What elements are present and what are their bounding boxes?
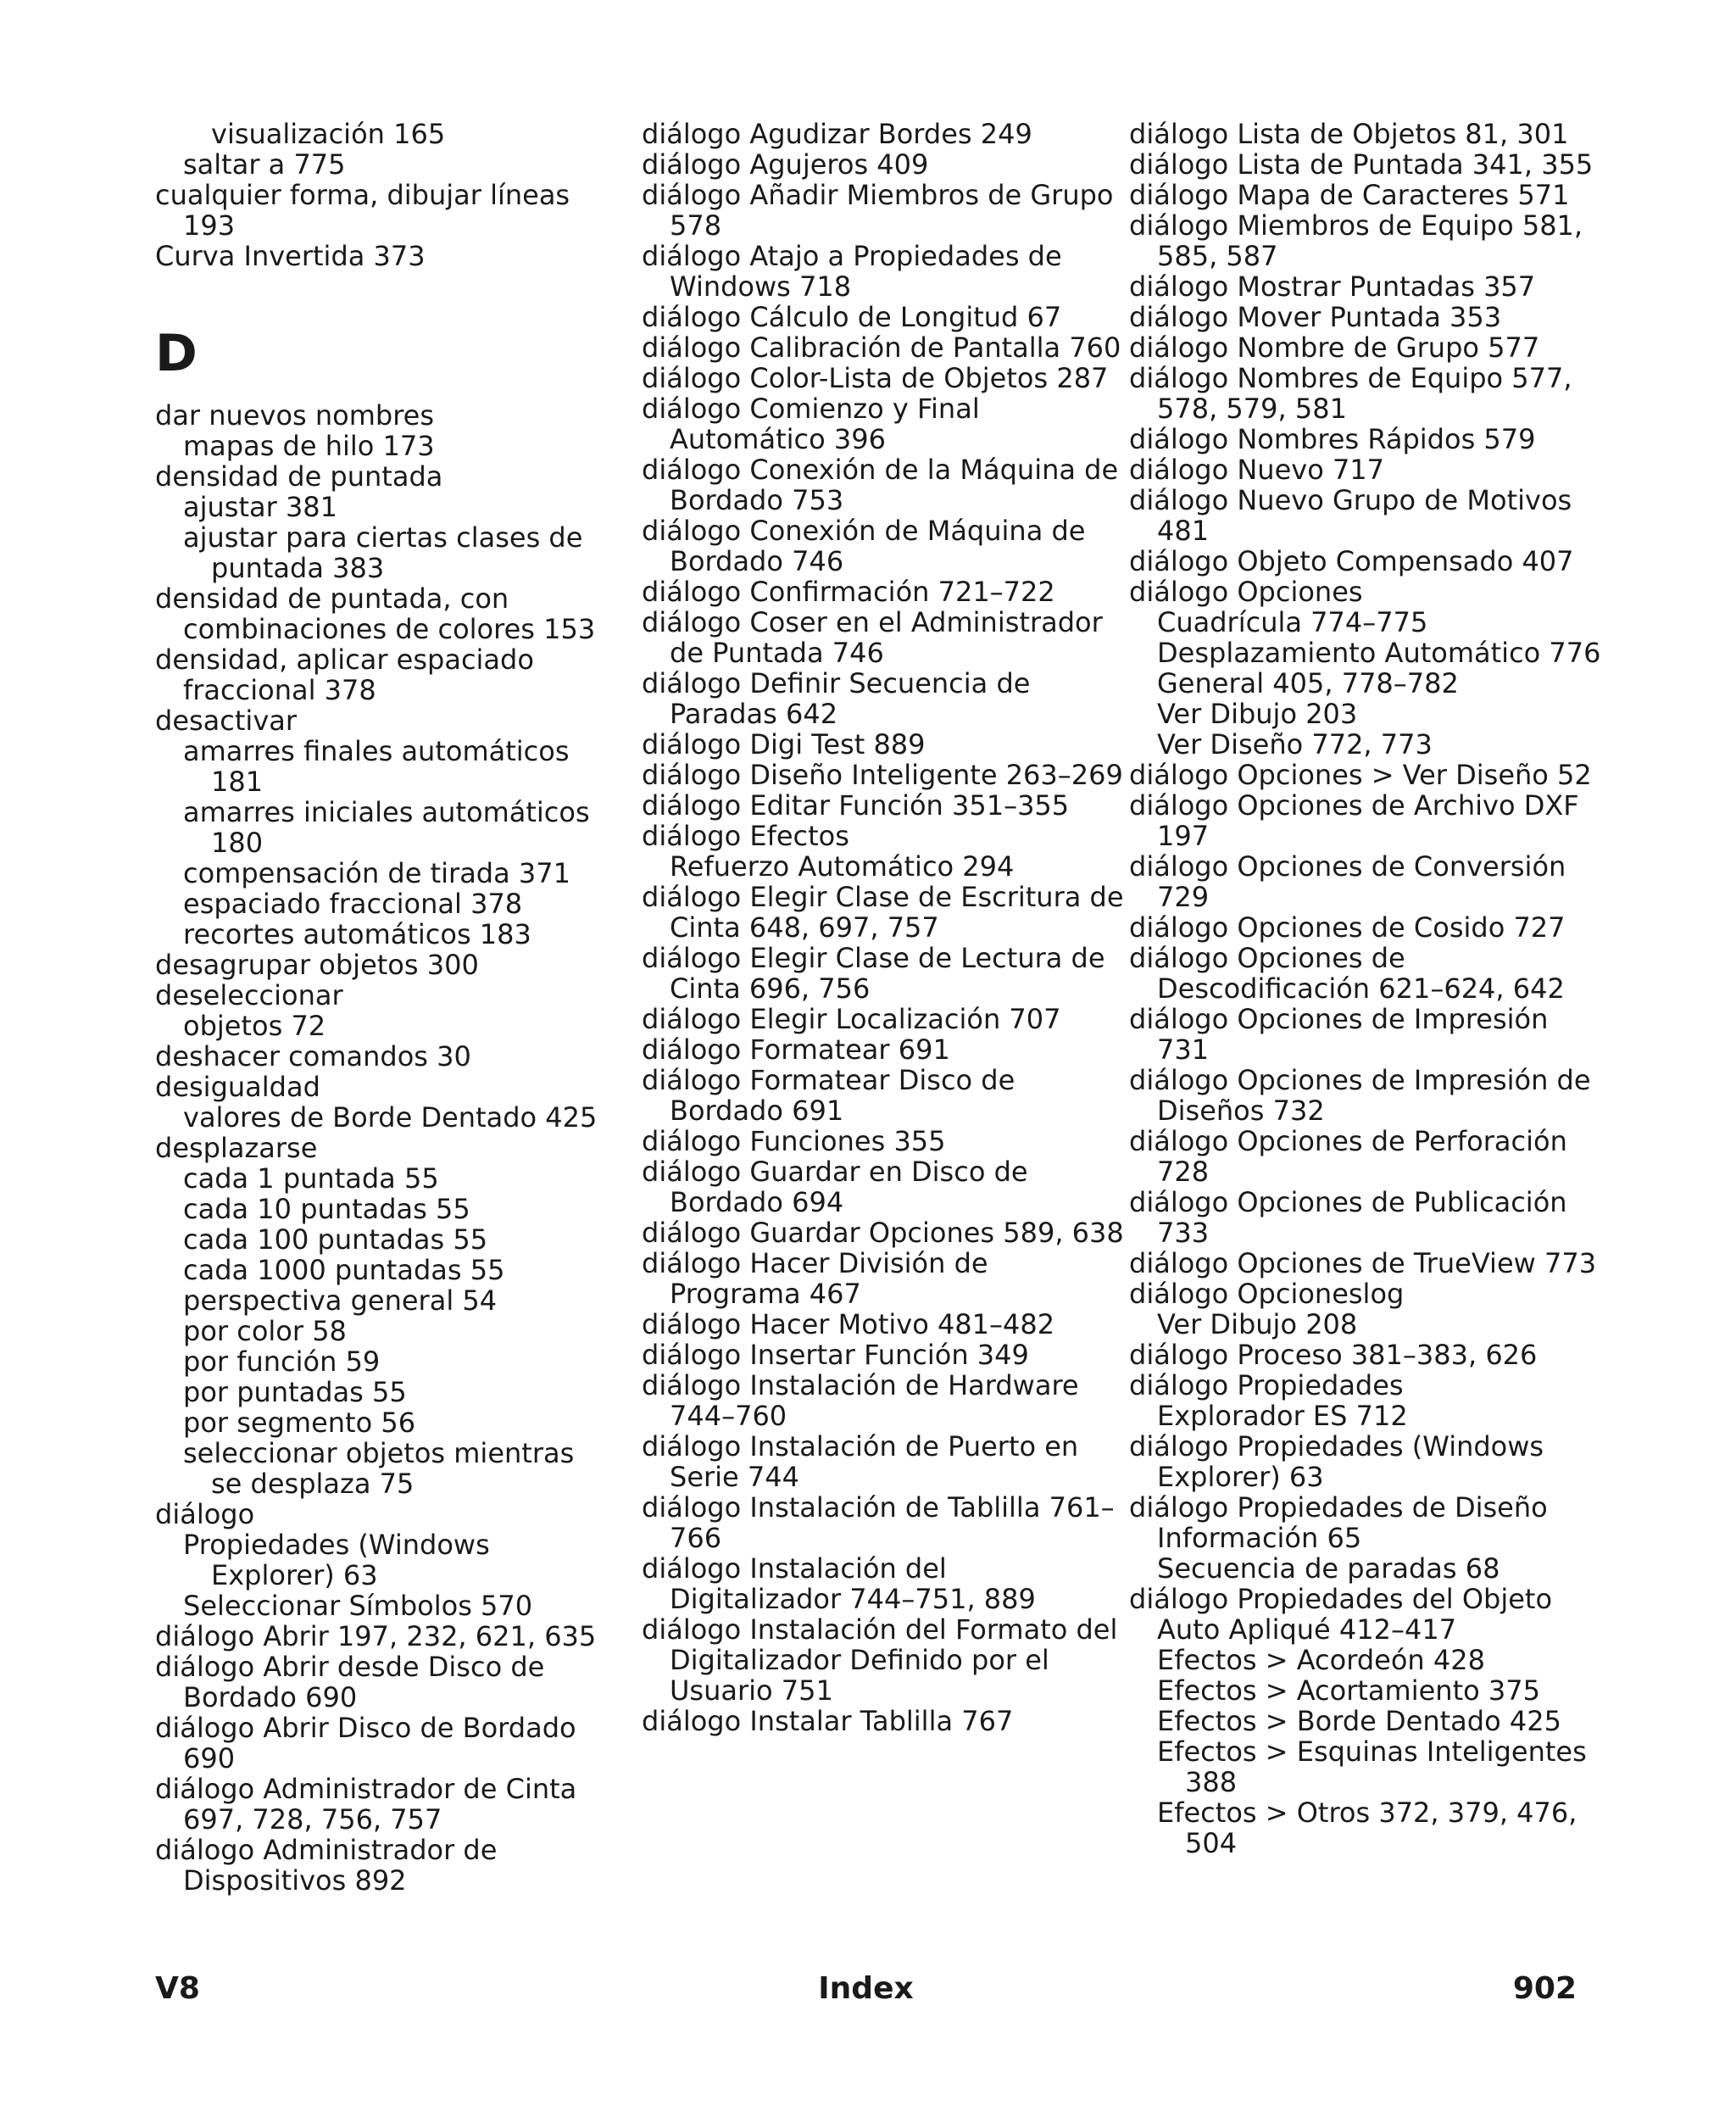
index-entry: diálogo Mapa de Caracteres 571: [1129, 179, 1570, 211]
index-subentry: seleccionar objetos mientras se desplaza 75: [183, 1437, 575, 1500]
index-entry: diálogo Confirmación 721–722: [642, 576, 1055, 608]
index-subentry: ajustar para ciertas clases de puntada 383: [183, 521, 583, 584]
index-entry: diálogo Efectos: [642, 820, 849, 852]
index-entry: diálogo Insertar Función 349: [642, 1339, 1029, 1371]
index-entry: diálogo Editar Función 351–355: [642, 789, 1070, 822]
index-entry: diálogo Instalación de Hardware 744–760: [642, 1369, 1079, 1432]
index-entry: diálogo Formatear 691: [642, 1033, 950, 1066]
index-subentry: General 405, 778–782: [1157, 667, 1459, 699]
index-entry: diálogo Abrir desde Disco de Bordado 690: [155, 1651, 545, 1713]
footer-section-title: Index: [818, 1971, 914, 2006]
index-entry: diálogo Proceso 381–383, 626: [1129, 1339, 1538, 1371]
index-subentry: Ver Dibujo 208: [1157, 1308, 1358, 1340]
index-subentry: Efectos > Otros 372, 379, 476, 504: [1157, 1797, 1577, 1859]
index-entry: desigualdad: [155, 1071, 320, 1103]
index-column-1: [155, 119, 613, 1896]
index-entry: deshacer comandos 30: [155, 1040, 471, 1072]
index-subentry: amarres finales automáticos 181: [183, 735, 570, 798]
index-subentry: por función 59: [183, 1345, 381, 1378]
index-entry: diálogo Conexión de Máquina de Bordado 746: [642, 515, 1086, 577]
index-entry: diálogo Instalación del Digitalizador 744–751, 889: [642, 1552, 1036, 1615]
index-entry: diálogo Opciones de Impresión 731: [1129, 1003, 1549, 1066]
index-subentry: por puntadas 55: [183, 1376, 407, 1408]
index-entry: densidad, aplicar espaciado fraccional 378: [155, 643, 534, 706]
index-entry: deseleccionar: [155, 979, 343, 1011]
index-entry: diálogo Elegir Localización 707: [642, 1003, 1061, 1035]
index-entry: diálogo Propiedades del Objeto: [1129, 1583, 1553, 1615]
page-number: 902: [1512, 1971, 1577, 2006]
index-entry: diálogo Mover Puntada 353: [1129, 301, 1502, 333]
index-subentry: cada 1000 puntadas 55: [183, 1254, 505, 1286]
index-letter-heading: D: [155, 324, 198, 383]
index-subentry: Auto Apliqué 412–417: [1157, 1613, 1457, 1646]
index-entry: diálogo Nuevo 717: [1129, 454, 1385, 486]
index-entry: diálogo Administrador de Cinta 697, 728, 756, 757: [155, 1773, 577, 1836]
index-entry: diálogo Instalación de Puerto en Serie 744: [642, 1430, 1079, 1493]
index-entry: desplazarse: [155, 1132, 318, 1164]
index-subentry: Efectos > Borde Dentado 425: [1157, 1705, 1561, 1737]
index-entry: diálogo Opciones de Publicación 733: [1129, 1186, 1567, 1249]
index-subentry: espaciado fraccional 378: [183, 888, 523, 920]
index-entry: diálogo Lista de Puntada 341, 355: [1129, 148, 1594, 181]
index-entry: diálogo Abrir 197, 232, 621, 635: [155, 1620, 597, 1652]
index-subentry: Ver Diseño 772, 773: [1157, 728, 1433, 760]
index-subentry: Refuerzo Automático 294: [670, 850, 1015, 883]
index-subentry: compensación de tirada 371: [183, 857, 570, 889]
index-subentry: cada 1 puntada 55: [183, 1162, 439, 1195]
index-subentry: Seleccionar Símbolos 570: [183, 1590, 533, 1622]
index-entry: diálogo Digi Test 889: [642, 728, 926, 760]
index-entry: diálogo Opciones de Descodificación 621–624, 642: [1129, 942, 1565, 1005]
index-entry: diálogo: [155, 1498, 255, 1530]
index-column-2: [642, 119, 1125, 1736]
index-entry: diálogo Opciones de Perforación 728: [1129, 1125, 1567, 1188]
index-entry: diálogo Opcioneslog: [1129, 1278, 1405, 1310]
index-subentry: saltar a 775: [183, 148, 346, 181]
index-entry: desactivar: [155, 705, 298, 737]
index-entry: diálogo Guardar Opciones 589, 638: [642, 1217, 1124, 1249]
index-entry: diálogo Lista de Objetos 81, 301: [1129, 118, 1569, 150]
index-entry: diálogo Elegir Clase de Escritura de Cinta 648, 697, 757: [642, 881, 1124, 944]
index-entry: diálogo Agudizar Bordes 249: [642, 118, 1032, 150]
index-entry: diálogo Abrir Disco de Bordado 690: [155, 1712, 576, 1774]
index-column-3: [1129, 119, 1604, 1858]
index-entry: diálogo Cálculo de Longitud 67: [642, 301, 1062, 333]
index-entry: diálogo Guardar en Disco de Bordado 694: [642, 1156, 1028, 1218]
index-entry: diálogo Instalación del Formato del Digitalizador Definido por el Usuario 751: [642, 1613, 1118, 1707]
index-entry: diálogo Opciones: [1129, 576, 1363, 608]
index-subentry: Información 65: [1157, 1522, 1362, 1554]
index-entry: diálogo Opciones de Impresión de Diseños 732: [1129, 1064, 1591, 1127]
index-entry: diálogo Hacer División de Programa 467: [642, 1247, 988, 1310]
index-entry: diálogo Coser en el Administrador de Puntada 746: [642, 606, 1103, 669]
index-entry: diálogo Propiedades de Diseño: [1129, 1491, 1548, 1524]
index-entry: diálogo Color-Lista de Objetos 287: [642, 362, 1109, 394]
index-entry: diálogo Comienzo y Final Automático 396: [642, 393, 980, 455]
index-subentry: Efectos > Esquinas Inteligentes 388: [1157, 1735, 1587, 1798]
index-entry: diálogo Opciones de Conversión 729: [1129, 850, 1566, 913]
index-entry: diálogo Instalación de Tablilla 761–766: [642, 1491, 1115, 1554]
index-entry: Curva Invertida 373: [155, 240, 426, 272]
index-entry: diálogo Añadir Miembros de Grupo 578: [642, 179, 1114, 242]
index-subentry: cada 10 puntadas 55: [183, 1193, 470, 1225]
index-subentry: Ver Dibujo 203: [1157, 698, 1358, 730]
index-subentry: Explorador ES 712: [1157, 1400, 1408, 1432]
index-subentry: objetos 72: [183, 1010, 326, 1042]
page-footer: [155, 1971, 1577, 2012]
index-entry: diálogo Opciones de TrueView 773: [1129, 1247, 1597, 1279]
index-entry: diálogo Miembros de Equipo 581, 585, 587: [1129, 209, 1583, 272]
index-entry: dar nuevos nombres: [155, 399, 435, 432]
index-entry: diálogo Mostrar Puntadas 357: [1129, 270, 1536, 303]
index-entry: diálogo Funciones 355: [642, 1125, 946, 1157]
index-subentry: recortes automáticos 183: [183, 918, 531, 950]
index-entry: diálogo Atajo a Propiedades de Windows 718: [642, 240, 1062, 303]
index-subentry: valores de Borde Dentado 425: [183, 1101, 598, 1134]
index-entry: diálogo Nombre de Grupo 577: [1129, 331, 1540, 364]
index-entry: diálogo Conexión de la Máquina de Bordado 753: [642, 454, 1119, 516]
footer-version: V8: [155, 1971, 200, 2006]
index-entry: diálogo Nombres Rápidos 579: [1129, 423, 1536, 455]
index-entry: densidad de puntada, con: [155, 582, 509, 615]
index-entry: diálogo Nombres de Equipo 577, 578, 579, 581: [1129, 362, 1572, 425]
index-subentry: Efectos > Acordeón 428: [1157, 1644, 1485, 1676]
index-entry: diálogo Administrador de Dispositivos 892: [155, 1834, 498, 1897]
index-subentry: combinaciones de colores 153: [183, 613, 596, 645]
index-entry: desagrupar objetos 300: [155, 949, 479, 981]
index-entry: diálogo Nuevo Grupo de Motivos 481: [1129, 484, 1572, 547]
index-entry: diálogo Elegir Clase de Lectura de Cinta 696, 756: [642, 942, 1105, 1005]
index-subentry: por segmento 56: [183, 1407, 416, 1439]
index-subentry: Propiedades (Windows Explorer) 63: [183, 1529, 490, 1591]
index-subentry: Secuencia de paradas 68: [1157, 1552, 1500, 1585]
index-entry: diálogo Objeto Compensado 407: [1129, 545, 1574, 577]
index-entry: diálogo Instalar Tablilla 767: [642, 1705, 1014, 1737]
index-subentry: Efectos > Acortamiento 375: [1157, 1674, 1540, 1707]
index-entry: diálogo Calibración de Pantalla 760: [642, 331, 1121, 364]
index-entry: diálogo Opciones de Archivo DXF 197: [1129, 789, 1579, 852]
index-entry: diálogo Opciones > Ver Diseño 52: [1129, 759, 1592, 791]
index-subentry: por color 58: [183, 1315, 347, 1347]
index-entry: diálogo Opciones de Cosido 727: [1129, 911, 1566, 944]
index-entry: cualquier forma, dibujar líneas 193: [155, 179, 570, 242]
index-subentry: perspectiva general 54: [183, 1284, 498, 1317]
index-subentry: cada 100 puntadas 55: [183, 1223, 488, 1256]
index-subentry: ajustar 381: [183, 491, 338, 523]
index-subentry: visualización 165: [211, 118, 446, 150]
index-entry: diálogo Propiedades: [1129, 1369, 1404, 1401]
index-entry: diálogo Diseño Inteligente 263–269: [642, 759, 1123, 791]
index-subentry: Desplazamiento Automático 776: [1157, 637, 1601, 669]
index-subentry: mapas de hilo 173: [183, 430, 435, 462]
index-subentry: Cuadrícula 774–775: [1157, 606, 1428, 638]
index-entry: densidad de puntada: [155, 460, 443, 493]
index-entry: diálogo Propiedades (Windows Explorer) 63: [1129, 1430, 1544, 1493]
index-entry: diálogo Definir Secuencia de Paradas 642: [642, 667, 1031, 730]
index-entry: diálogo Agujeros 409: [642, 148, 929, 181]
index-entry: diálogo Hacer Motivo 481–482: [642, 1308, 1055, 1340]
index-subentry: amarres iniciales automáticos 180: [183, 796, 590, 859]
index-entry: diálogo Formatear Disco de Bordado 691: [642, 1064, 1015, 1127]
